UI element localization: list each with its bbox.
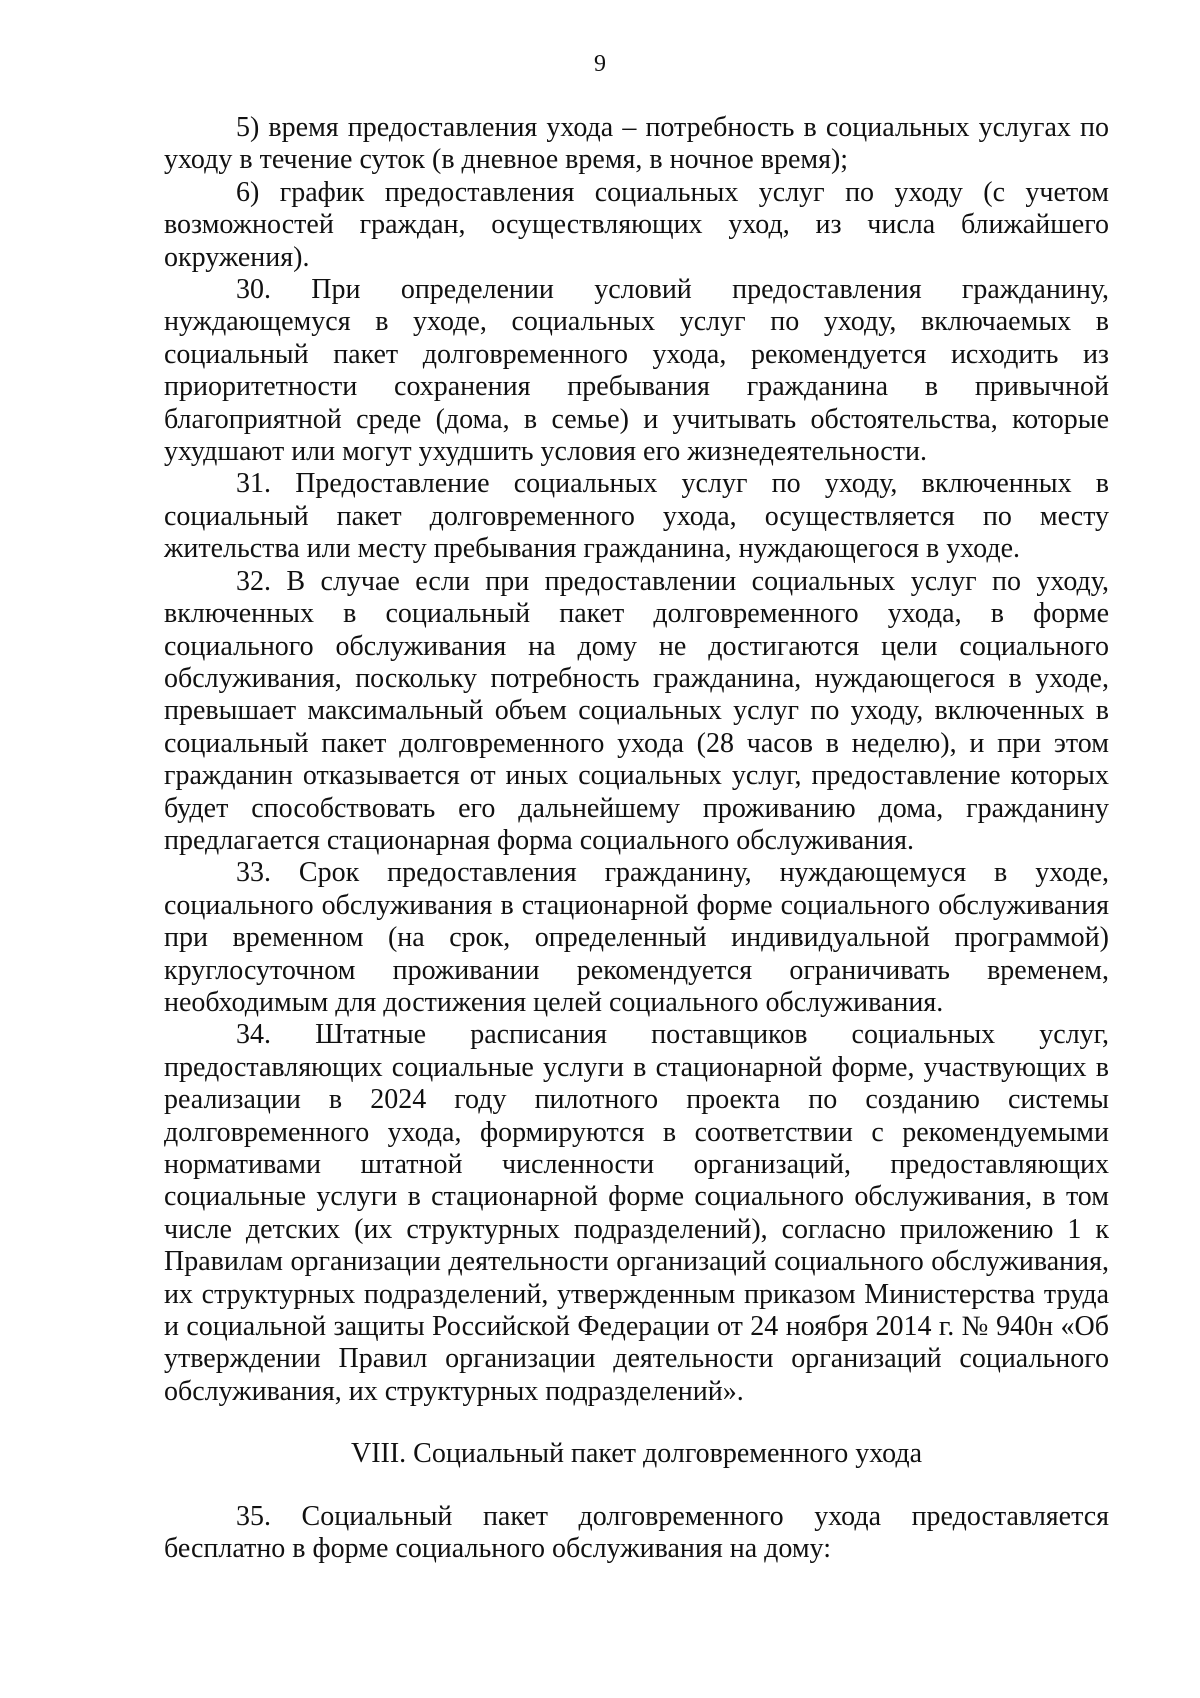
section-heading: VIII. Социальный пакет долговременного ухода — [350, 1438, 922, 1470]
paragraph-item-6: 6) график предоставления социальных услуг по уходу (с учетом возможностей граждан, осуществляющих уход, из числа ближайшего окружения). — [164, 176, 1109, 273]
paragraph-item-33: 33. Срок предоставления гражданину, нуждающемуся в уходе, социального обслуживания в стационарной форме социального обслуживания при временном (на срок, определенный индивидуальной программой) круглосуточном проживании рекомендуется ограничивать временем, необходимым для достижения целей социального обслуживания. — [164, 857, 1109, 1018]
paragraph-item-31: 31. Предоставление социальных услуг по уходу, включенных в социальный пакет долговременного ухода, осуществляется по месту жительства или месту пребывания гражданина, нуждающегося в уходе. — [164, 468, 1109, 565]
paragraph-item-34: 34. Штатные расписания поставщиков социальных услуг, предоставляющих социальные услуги в стационарной форме, участвующих в реализации в 2024 году пилотного проекта по созданию системы долговременного ухода, формируются в соответствии с рекомендуемыми нормативами штатной численности организаций, предоставляющих социальные услуги в стационарной форме социального обслуживания, в том числе детских (их структурных подразделений), согласно приложению 1 к Правилам организации деятельности организаций социального обслуживания, их структурных подразделений, утвержденным приказом Министерства труда и социальной защиты Российской Федерации от 24 ноября 2014 г. № 940н «Об утверждении Правил организации деятельности организаций социального обслуживания, их структурных подразделений». — [164, 1019, 1109, 1407]
document-body — [164, 112, 1109, 1565]
paragraph-item-5: 5) время предоставления ухода – потребность в социальных услугах по уходу в течение суток (в дневное время, в ночное время); — [164, 112, 1109, 176]
paragraph-item-35: 35. Социальный пакет долговременного ухода предоставляется бесплатно в форме социального обслуживания на дому: — [164, 1500, 1109, 1565]
paragraph-item-30: 30. При определении условий предоставления гражданину, нуждающемуся в уходе, социальных услуг по уходу, включаемых в социальный пакет долговременного ухода, рекомендуется исходить из приоритетности сохранения пребывания гражданина в привычной благоприятной среде (дома, в семье) и учитывать обстоятельства, которые ухудшают или могут ухудшить условия его жизнедеятельности. — [164, 274, 1109, 468]
paragraph-item-32: 32. В случае если при предоставлении социальных услуг по уходу, включенных в социальный пакет долговременного ухода, в форме социального обслуживания на дому не достигаются цели социального обслуживания, поскольку потребность гражданина, нуждающегося в уходе, превышает максимальный объем социальных услуг по уходу, включенных в социальный пакет долговременного ухода (28 часов в неделю), и при этом гражданин отказывается от иных социальных услуг, предоставление которых будет способствовать его дальнейшему проживанию дома, гражданину предлагается стационарная форма социального обслуживания. — [164, 565, 1109, 856]
page-number: 9 — [594, 51, 606, 77]
